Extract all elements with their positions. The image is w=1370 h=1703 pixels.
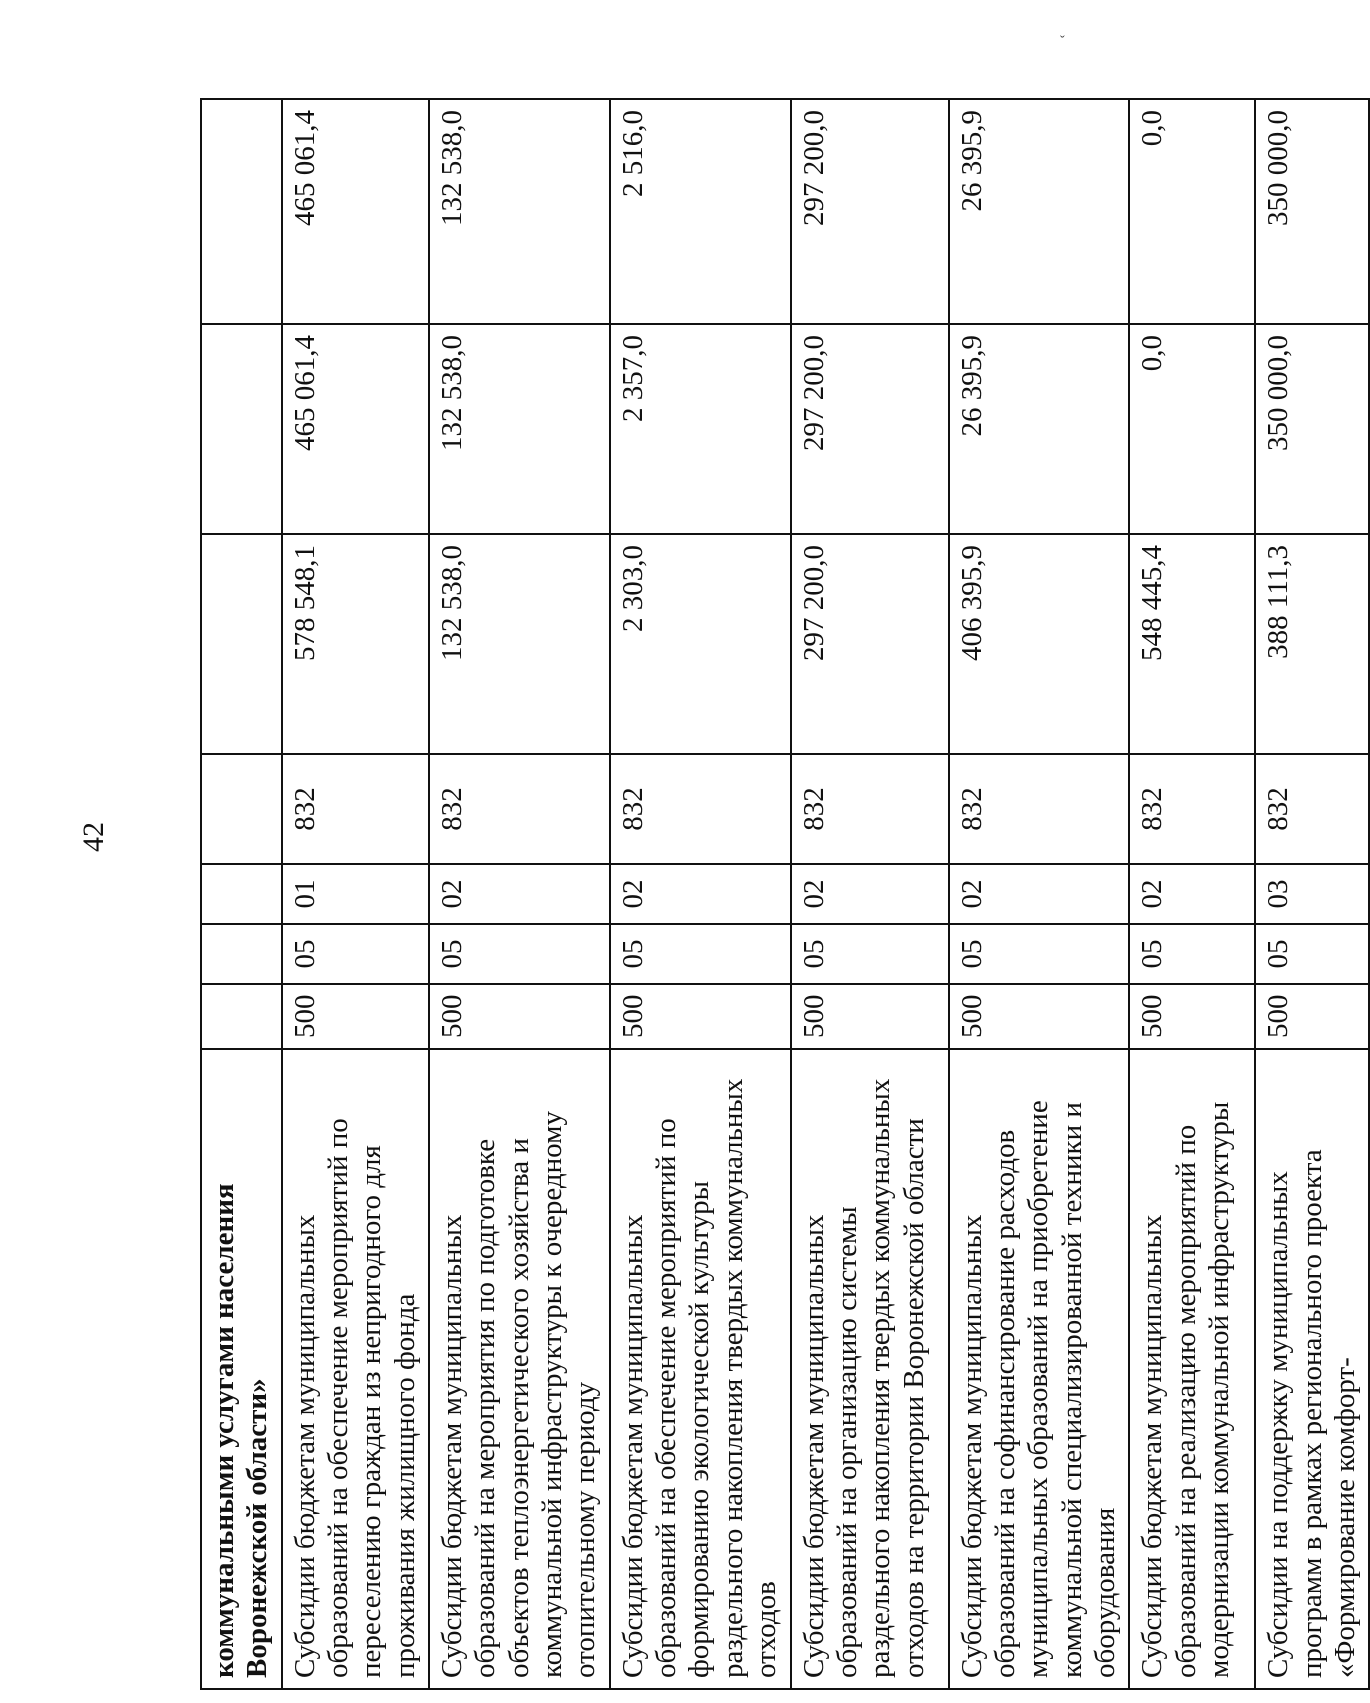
- table-row: [791, 99, 949, 1689]
- cell-amount-3: 350 000,0: [1255, 99, 1369, 324]
- cell-amount-1: 548 445,4: [1129, 534, 1255, 754]
- cell-code-c: 01: [282, 864, 429, 924]
- cell-code-a: 500: [282, 984, 429, 1049]
- cell-amount-3: [201, 99, 282, 324]
- row-description: коммунальными услугами населения Воронежской области»: [201, 1049, 282, 1689]
- table-row: [429, 99, 610, 1689]
- table-row: [949, 99, 1130, 1689]
- cell-amount-1: 297 200,0: [791, 534, 949, 754]
- cell-code-c: 03: [1255, 864, 1369, 924]
- table-row: [610, 99, 791, 1689]
- cell-code-d: 832: [791, 754, 949, 864]
- table-row: [1129, 99, 1255, 1689]
- cell-amount-3: 2 516,0: [610, 99, 791, 324]
- cell-amount-1: 2 303,0: [610, 534, 791, 754]
- cell-code-a: 500: [949, 984, 1130, 1049]
- table-container: [200, 100, 1361, 1690]
- cell-code-d: 832: [610, 754, 791, 864]
- cell-code-b: 05: [949, 924, 1130, 984]
- cell-code-b: 05: [1255, 924, 1369, 984]
- cell-amount-3: 297 200,0: [791, 99, 949, 324]
- cell-code-a: 500: [1129, 984, 1255, 1049]
- table-row: [282, 99, 429, 1689]
- cell-code-a: 500: [429, 984, 610, 1049]
- cell-code-c: 02: [1129, 864, 1255, 924]
- cell-code-a: 500: [1255, 984, 1369, 1049]
- cell-code-d: [201, 754, 282, 864]
- cell-amount-1: 132 538,0: [429, 534, 610, 754]
- cell-code-a: 500: [791, 984, 949, 1049]
- cell-amount-1: 578 548,1: [282, 534, 429, 754]
- cell-amount-3: 465 061,4: [282, 99, 429, 324]
- cell-code-a: [201, 984, 282, 1049]
- cell-code-b: 05: [791, 924, 949, 984]
- row-description: Субсидии бюджетам муниципальных образований на обеспечение мероприятий по переселению граждан из непригодного для проживания жилищного фонда: [282, 1049, 429, 1689]
- page-number: 42: [77, 822, 110, 852]
- cell-amount-2: 132 538,0: [429, 324, 610, 534]
- cell-amount-2: 465 061,4: [282, 324, 429, 534]
- row-description: Субсидии бюджетам муниципальных образований на реализацию мероприятий по модернизации коммунальной инфраструктуры: [1129, 1049, 1255, 1689]
- table-row: [1255, 99, 1369, 1689]
- cell-code-d: 832: [949, 754, 1130, 864]
- row-description: Субсидии бюджетам муниципальных образований на мероприятия по подготовке объектов теплоэнергетического хозяйства и коммунальной инфраструктуры к очередному отопительному периоду: [429, 1049, 610, 1689]
- cell-code-d: 832: [282, 754, 429, 864]
- cell-amount-1: [201, 534, 282, 754]
- cell-code-d: 832: [429, 754, 610, 864]
- row-description: Субсидии на поддержку муниципальных программ в рамках регионального проекта «Формирование комфорт-: [1255, 1049, 1369, 1689]
- cell-code-b: 05: [610, 924, 791, 984]
- cell-code-b: 05: [1129, 924, 1255, 984]
- row-description: Субсидии бюджетам муниципальных образований на организацию системы раздельного накопления твердых коммунальных отходов на территории Воронежской области: [791, 1049, 949, 1689]
- cell-code-c: 02: [429, 864, 610, 924]
- cell-amount-2: 297 200,0: [791, 324, 949, 534]
- cell-code-c: [201, 864, 282, 924]
- cell-code-c: 02: [610, 864, 791, 924]
- cell-amount-3: 0,0: [1129, 99, 1255, 324]
- cell-code-b: [201, 924, 282, 984]
- cell-amount-2: [201, 324, 282, 534]
- table-row: [201, 99, 282, 1689]
- cell-code-d: 832: [1255, 754, 1369, 864]
- scan-mark: ˇ: [1060, 34, 1065, 49]
- row-description: Субсидии бюджетам муниципальных образований на софинансирование расходов муниципальных образований на приобретение коммунальной специализированной техники и оборудования: [949, 1049, 1130, 1689]
- cell-amount-1: 388 111,3: [1255, 534, 1369, 754]
- cell-code-d: 832: [1129, 754, 1255, 864]
- cell-code-b: 05: [282, 924, 429, 984]
- cell-amount-2: 0,0: [1129, 324, 1255, 534]
- cell-code-b: 05: [429, 924, 610, 984]
- budget-table: [200, 98, 1370, 1690]
- cell-code-c: 02: [949, 864, 1130, 924]
- cell-amount-1: 406 395,9: [949, 534, 1130, 754]
- cell-amount-3: 132 538,0: [429, 99, 610, 324]
- row-description: Субсидии бюджетам муниципальных образований на обеспечение мероприятий по формированию экологической культуры раздельного накопления твердых коммунальных отходов: [610, 1049, 791, 1689]
- cell-amount-2: 2 357,0: [610, 324, 791, 534]
- cell-amount-2: 26 395,9: [949, 324, 1130, 534]
- cell-amount-3: 26 395,9: [949, 99, 1130, 324]
- cell-code-a: 500: [610, 984, 791, 1049]
- cell-code-c: 02: [791, 864, 949, 924]
- cell-amount-2: 350 000,0: [1255, 324, 1369, 534]
